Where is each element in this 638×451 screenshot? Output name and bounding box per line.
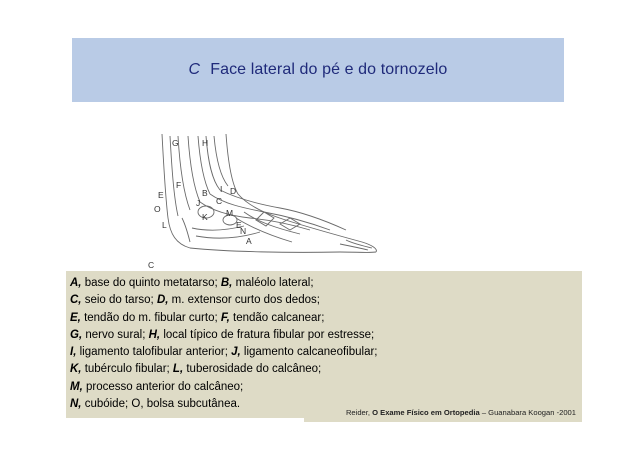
label-l: L xyxy=(162,220,167,230)
legend-description: tendão calcanear; xyxy=(229,311,325,324)
credit-author: Reider, xyxy=(345,408,373,417)
legend-description: tendão do m. fibular curto; xyxy=(80,311,221,324)
legend-key: D, xyxy=(156,294,169,307)
label-m: M xyxy=(226,208,234,218)
legend-description: local típico de fratura fibular por estresse; xyxy=(160,328,375,341)
panel-label-c: C xyxy=(148,260,155,270)
legend-description: ligamento talofibular anterior; xyxy=(76,346,232,359)
legend-description: tubérculo fibular; xyxy=(81,363,173,376)
foot-outline xyxy=(162,134,376,252)
label-f: F xyxy=(176,180,182,190)
foot-drawing xyxy=(140,132,400,272)
title-banner xyxy=(72,38,564,102)
legend-key: J, xyxy=(231,346,241,359)
legend-description: m. extensor curto dos dedos; xyxy=(168,294,320,307)
legend-key: A, xyxy=(70,277,82,289)
legend-description: cubóide; O, bolsa subcutânea. xyxy=(81,398,241,411)
title-letter: C xyxy=(188,61,201,78)
legend-description: nervo sural; xyxy=(82,328,149,341)
title-text: Face lateral do pé e do tornozelo xyxy=(210,61,448,78)
label-c: C xyxy=(216,196,223,206)
label-e-upper: E xyxy=(158,190,164,200)
legend-key: F, xyxy=(220,311,230,324)
label-e-lower: E xyxy=(236,220,242,230)
legend-line xyxy=(70,379,570,396)
label-j: J xyxy=(196,198,201,208)
credit-book-title: O Exame Físico em Ortopedia xyxy=(372,408,480,417)
label-k: K xyxy=(202,212,208,222)
legend-description: seio do tarso; xyxy=(81,294,157,307)
legend-key: N, xyxy=(70,398,82,411)
legend-key: E, xyxy=(70,311,81,324)
source-credit xyxy=(304,404,582,422)
label-n: N xyxy=(240,226,247,236)
legend-text xyxy=(70,275,570,413)
foot-illustration xyxy=(140,132,400,272)
label-h: H xyxy=(202,138,209,148)
credit-publisher: – Guanabara Koogan -2001 xyxy=(479,408,576,417)
legend-line xyxy=(70,275,570,292)
label-b: B xyxy=(202,188,208,198)
label-a: A xyxy=(246,236,252,246)
legend-key: L, xyxy=(172,363,184,376)
legend-description: ligamento calcaneofibular; xyxy=(240,346,378,359)
legend-line xyxy=(70,344,570,361)
legend-description: tuberosidade do calcâneo; xyxy=(183,363,322,376)
label-i: I xyxy=(220,184,223,194)
legend-key: H, xyxy=(148,328,161,341)
legend-line xyxy=(70,310,570,327)
legend-key: G, xyxy=(70,328,83,341)
label-o: O xyxy=(154,204,161,214)
legend-key: I, xyxy=(70,346,77,359)
label-g: G xyxy=(172,138,179,148)
legend-description: maléolo lateral; xyxy=(232,277,314,289)
slide-title xyxy=(189,61,448,79)
legend-description: base do quinto metatarso; xyxy=(81,277,221,289)
legend-line xyxy=(70,327,570,344)
legend-line xyxy=(70,292,570,309)
legend-description: processo anterior do calcâneo; xyxy=(82,380,244,393)
legend-line xyxy=(70,361,570,378)
legend-key: C, xyxy=(70,294,82,307)
legend-key: K, xyxy=(70,363,82,376)
legend-key: M, xyxy=(70,380,83,393)
legend-key: B, xyxy=(220,277,233,289)
label-d: D xyxy=(230,186,237,196)
